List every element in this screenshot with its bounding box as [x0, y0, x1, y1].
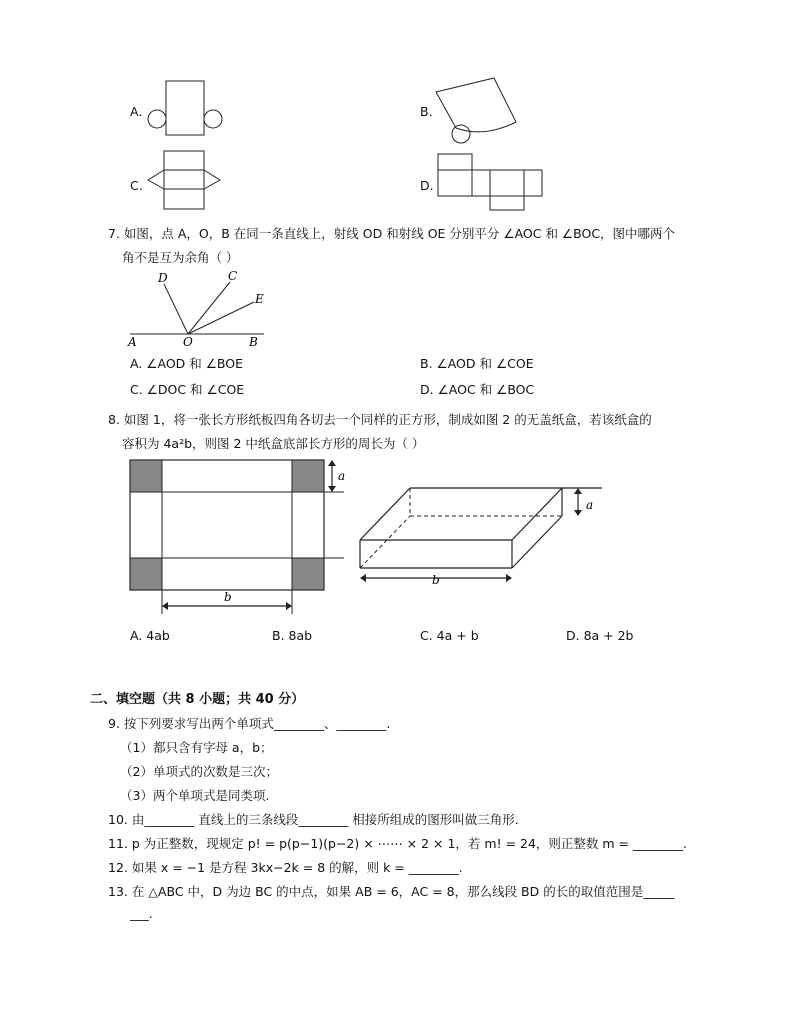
q7-stem-line2: 角不是互为余角（ ） — [122, 250, 239, 265]
q9-sub-2: （2）单项式的次数是三次； — [120, 764, 278, 779]
q8-fig2-b-label: b — [432, 573, 440, 587]
q6-option-c-label: C. — [130, 178, 143, 193]
q8-option-d: D. 8a + 2b — [566, 628, 634, 643]
q8-figure-1 — [128, 456, 368, 616]
q8-figure-2 — [356, 478, 616, 598]
q7-label-a: A — [128, 335, 137, 349]
q6-figure-b — [434, 76, 534, 148]
q7-label-d: D — [158, 271, 168, 285]
section-title: 二、填空题（共 8 小题；共 40 分） — [90, 692, 305, 707]
q6-figure-d — [436, 152, 556, 212]
q7-option-c: C. ∠DOC 和 ∠COE — [130, 382, 245, 397]
q8-stem-line2: 容积为 4a²b，则图 2 中纸盒底部长方形的周长为（ ） — [122, 436, 425, 451]
q8-option-a: A. 4ab — [130, 628, 170, 643]
q8-fig1-a-label: a — [338, 469, 346, 483]
q7-option-d: D. ∠AOC 和 ∠BOC — [420, 382, 535, 397]
q6-option-a-label: A. — [130, 104, 143, 119]
q7-option-b: B. ∠AOD 和 ∠COE — [420, 356, 534, 371]
q9-sub-1: （1）都只含有字母 a，b； — [120, 740, 273, 755]
q13-stem-line1: 13. 在 △ABC 中，D 为边 BC 的中点，如果 AB = 6，AC = 8，那么线段 BD 的长的取值范围是_____ — [108, 884, 675, 899]
q7-label-b: B — [249, 335, 258, 349]
q8-option-b: B. 8ab — [272, 628, 313, 643]
q7-label-e: E — [255, 292, 264, 306]
q6-option-d-label: D. — [420, 178, 434, 193]
q8-stem-line1: 8. 如图 1，将一张长方形纸板四角各切去一个同样的正方形，制成如图 2 的无盖纸盒，若该纸盒的 — [108, 412, 652, 427]
q6-figure-c — [144, 150, 234, 214]
q8-fig2-a-label: a — [586, 498, 594, 512]
q11-stem: 11. p 为正整数，现规定 p! = p(p−1)(p−2) × ⋯⋯ × 2 × 1，若 m! = 24，则正整数 m = ________. — [108, 836, 687, 851]
q7-label-c: C — [228, 269, 238, 283]
q6-figure-a — [146, 80, 226, 140]
q7-label-o: O — [183, 335, 193, 349]
q8-option-c: C. 4a + b — [420, 628, 479, 643]
q6-option-b-label: B. — [420, 104, 433, 119]
q13-stem-line2: ___. — [130, 906, 153, 921]
q7-stem-line1: 7. 如图，点 A，O，B 在同一条直线上，射线 OD 和射线 OE 分别平分 ∠AOC 和 ∠BOC，图中哪两个 — [108, 226, 676, 241]
q9-stem: 9. 按下列要求写出两个单项式________、________. — [108, 716, 391, 731]
q7-option-a: A. ∠AOD 和 ∠BOE — [130, 356, 244, 371]
q7-angle-figure — [124, 268, 274, 348]
q10-stem: 10. 由________ 直线上的三条线段________ 相接所组成的图形叫做三角形. — [108, 812, 519, 827]
q12-stem: 12. 如果 x = −1 是方程 3kx−2k = 8 的解，则 k = ________. — [108, 860, 463, 875]
q8-fig1-b-label: b — [224, 590, 232, 604]
q9-sub-3: （3）两个单项式是同类项. — [120, 788, 270, 803]
